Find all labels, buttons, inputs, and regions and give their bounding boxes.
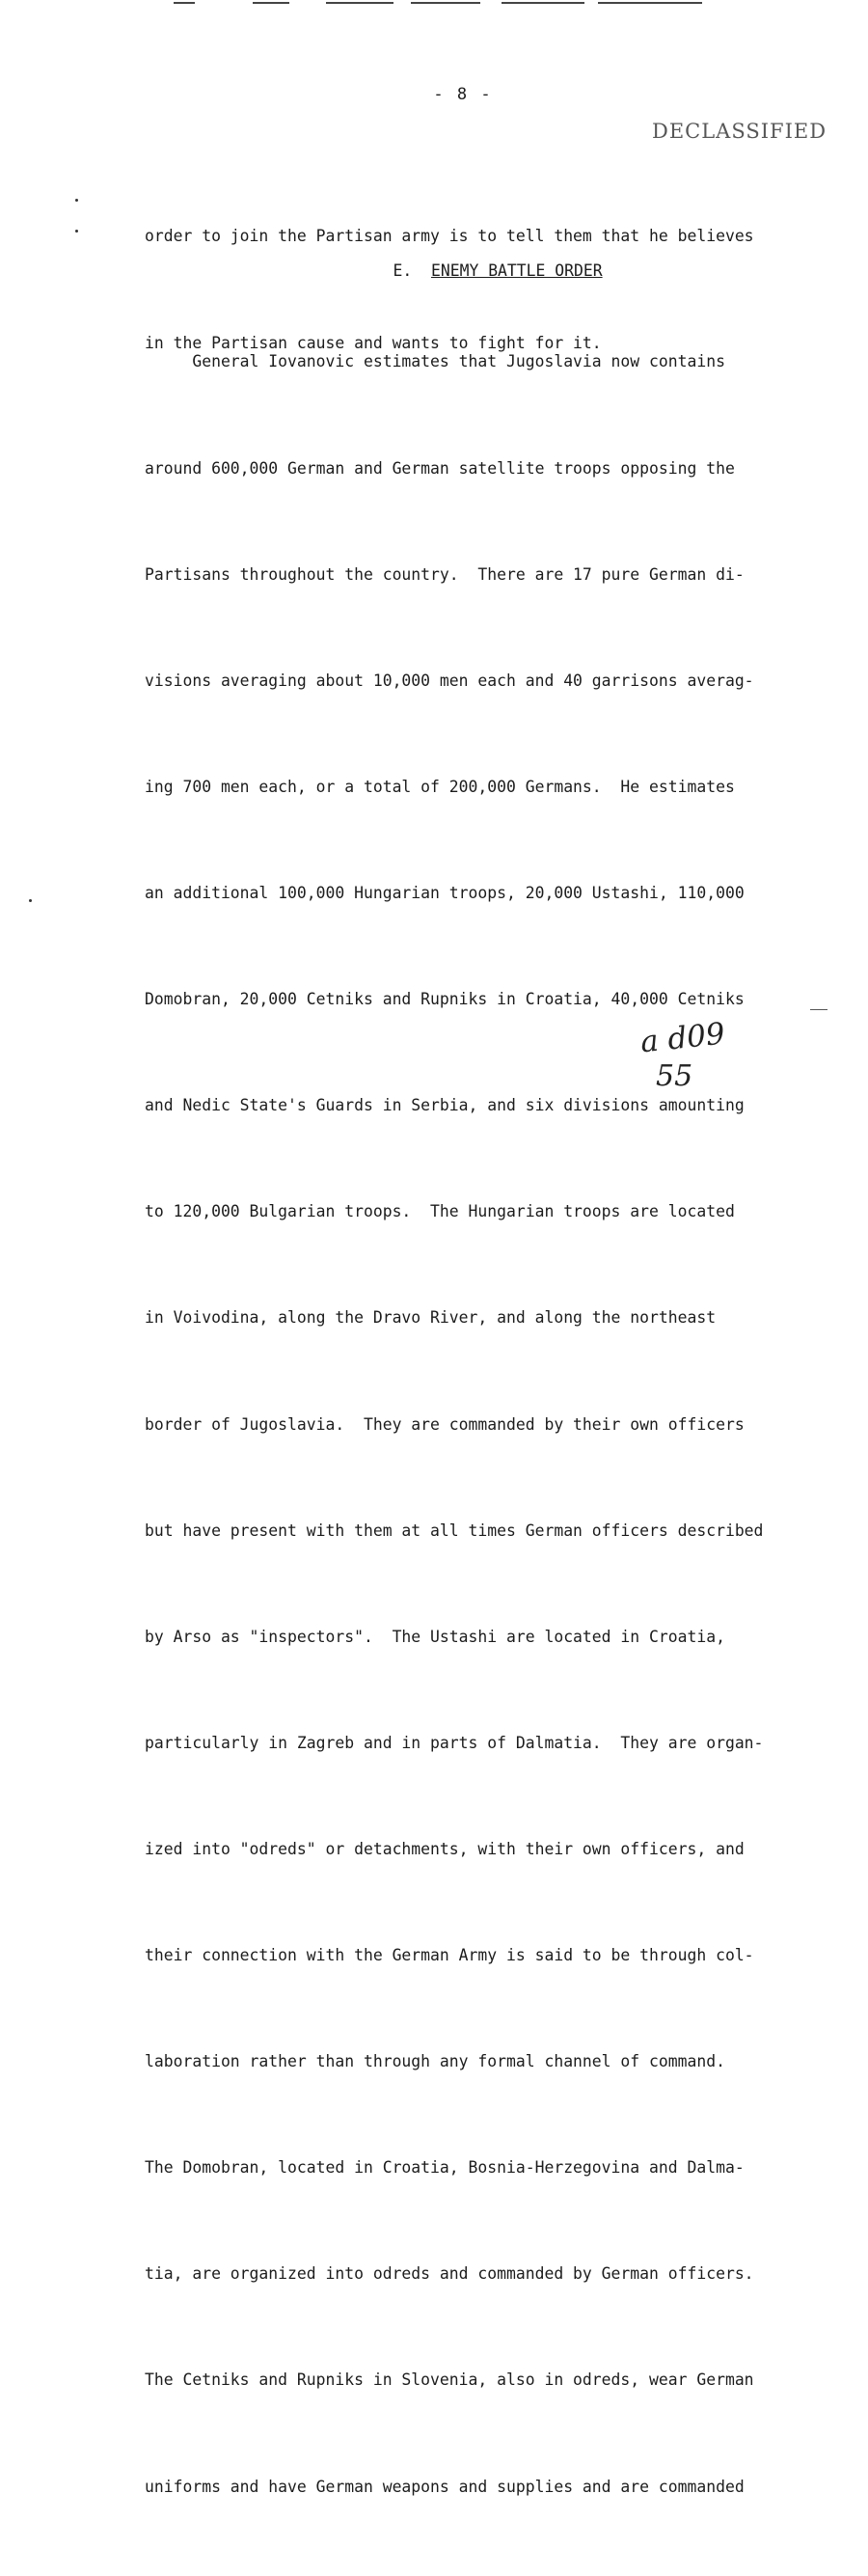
text-line: to 120,000 Bulgarian troops. The Hungarian troops are located — [145, 1202, 735, 1221]
text-line: particularly in Zagreb and in parts of Dalmatia. They are organ- — [145, 1733, 764, 1752]
text-line: The Domobran, located in Croatia, Bosnia-Herzegovina and Dalma- — [145, 2158, 745, 2178]
text-line: ing 700 men each, or a total of 200,000 Germans. He estimates — [145, 777, 735, 796]
section-title: ENEMY BATTLE ORDER — [430, 261, 603, 280]
scan-speck — [75, 230, 78, 233]
text-line: visions averaging about 10,000 men each and 40 garrisons averag- — [145, 671, 754, 690]
handwritten-note: a d09 — [638, 1016, 727, 1060]
text-line: General Iovanovic estimates that Jugoslavia now contains — [145, 352, 725, 371]
text-line: order to join the Partisan army is to tell them that he believes — [145, 227, 754, 246]
text-line: by Arso as "inspectors". The Ustashi are located in Croatia, — [145, 1627, 725, 1646]
declassified-stamp: DECLASSIFIED — [652, 120, 827, 143]
page-number: - 8 - — [433, 85, 493, 104]
text-line: in the Partisan cause and wants to fight for it. — [145, 333, 602, 352]
text-line: laboration rather than through any formal channel of command. — [145, 2052, 725, 2071]
scan-speck — [75, 199, 78, 202]
text-line: border of Jugoslavia. They are commanded by their own officers — [145, 1414, 745, 1434]
text-line: in Voivodina, along the Dravo River, and along the northeast — [145, 1308, 717, 1328]
text-line: around 600,000 German and German satellite troops opposing the — [145, 458, 735, 478]
body-paragraph — [145, 274, 839, 2576]
text-line: Partisans throughout the country. There are 17 pure German di- — [145, 564, 745, 584]
section-letter: E. — [393, 261, 413, 280]
text-line: an additional 100,000 Hungarian troops, 20,000 Ustashi, 110,000 — [145, 883, 745, 902]
text-line: The Cetniks and Rupniks in Slovenia, also in odreds, wear German — [145, 2370, 754, 2390]
text-line: ized into "odreds" or detachments, with their own officers, and — [145, 1839, 745, 1858]
text-line: uniforms and have German weapons and supplies and are commanded — [145, 2477, 745, 2496]
handwritten-number: 55 — [656, 1059, 693, 1093]
scan-speck — [29, 899, 32, 902]
text-line: Domobran, 20,000 Cetniks and Rupniks in Croatia, 40,000 Cetniks — [145, 990, 745, 1009]
top-edge-marks — [164, 0, 704, 6]
text-line: but have present with them at all times German officers described — [145, 1521, 764, 1540]
text-line: tia, are organized into odreds and commanded by German officers. — [145, 2264, 754, 2284]
underline-mark — [810, 1009, 827, 1010]
text-line: their connection with the German Army is said to be through col- — [145, 1946, 754, 1965]
text-line: and Nedic State's Guards in Serbia, and six divisions amounting — [145, 1096, 745, 1115]
